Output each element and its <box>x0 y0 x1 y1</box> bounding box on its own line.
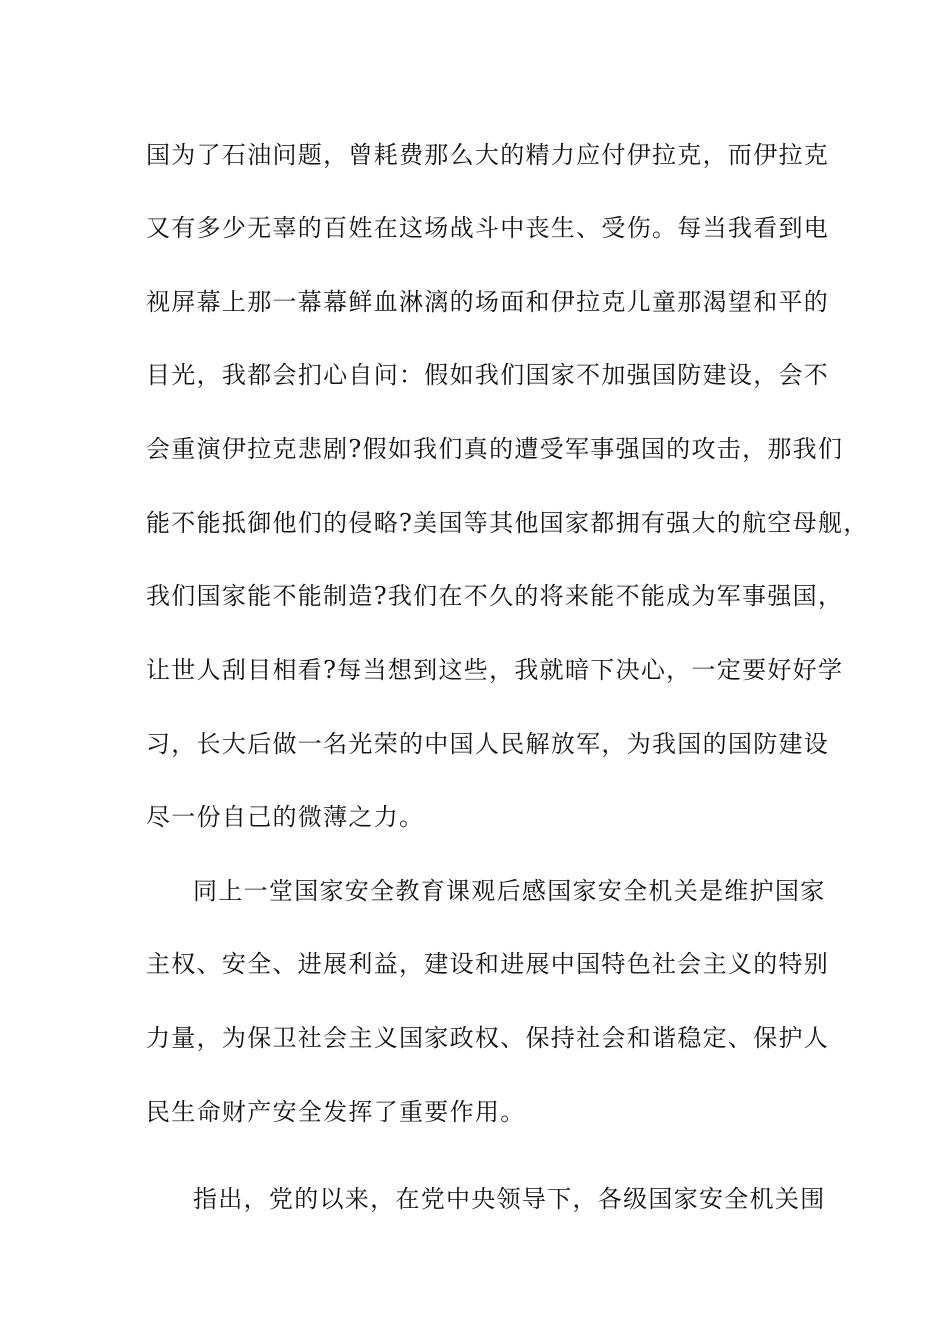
paragraph-start-line: 同上一堂国家安全教育课观后感国家安全机关是维护国家 <box>193 877 826 905</box>
text-line: 尽一份自己的微薄之力。 <box>146 803 425 831</box>
text-line: 视屏幕上那一幕幕鲜血淋漓的场面和伊拉克儿童那渴望和平的 <box>146 288 830 316</box>
paragraph-start-line: 指出，党的以来，在党中央领导下，各级国家安全机关围 <box>193 1185 826 1213</box>
text-line: 民生命财产安全发挥了重要作用。 <box>146 1098 526 1126</box>
text-line: 力量，为保卫社会主义国家政权、保持社会和谐稳定、保护人 <box>146 1024 830 1052</box>
text-line: 能不能抵御他们的侵略?美国等其他国家都拥有强大的航空母舰， <box>146 509 869 537</box>
text-line: 会重演伊拉克悲剧?假如我们真的遭受军事强国的攻击，那我们 <box>146 435 844 463</box>
text-line: 国为了石油问题，曾耗费那么大的精力应付伊拉克，而伊拉克 <box>146 141 830 169</box>
text-line: 我们国家能不能制造?我们在不久的将来能不能成为军事强国， <box>146 582 844 610</box>
text-line: 又有多少无辜的百姓在这场战斗中丧生、受伤。每当我看到电 <box>146 214 830 242</box>
text-line: 目光，我都会扪心自问：假如我们国家不加强国防建设，会不 <box>146 361 830 389</box>
text-line: 让世人刮目相看?每当想到这些，我就暗下决心，一定要好好学 <box>146 656 844 684</box>
text-line: 习，长大后做一名光荣的中国人民解放军，为我国的国防建设 <box>146 730 830 758</box>
text-line: 主权、安全、进展利益，建设和进展中国特色社会主义的特别 <box>146 950 830 978</box>
